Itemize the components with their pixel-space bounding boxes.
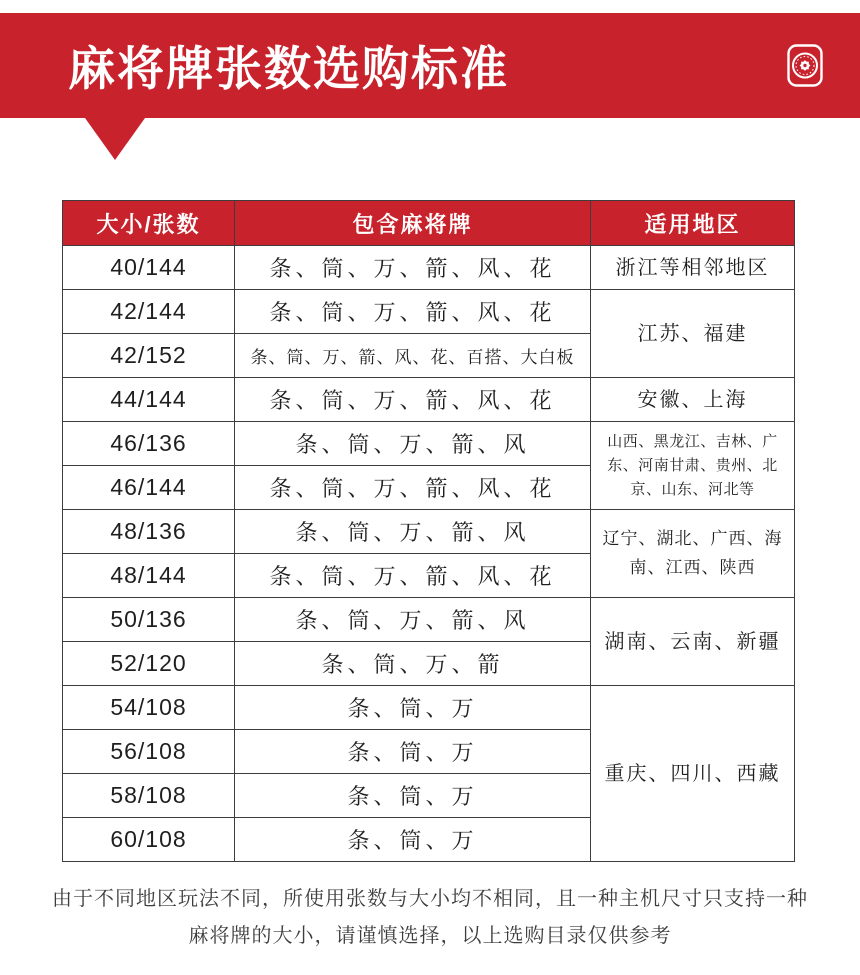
tiles-cell: 条、筒、万、箭、风、花: [235, 378, 591, 422]
size-cell: 42/144: [63, 290, 235, 334]
size-cell: 52/120: [63, 642, 235, 686]
size-cell: 44/144: [63, 378, 235, 422]
table-row: [63, 246, 795, 290]
size-cell: 46/136: [63, 422, 235, 466]
size-cell: 48/144: [63, 554, 235, 598]
tiles-cell: 条、筒、万、箭、风、花: [235, 290, 591, 334]
size-cell: 48/136: [63, 510, 235, 554]
table-row: [63, 598, 795, 642]
size-cell: 58/108: [63, 774, 235, 818]
size-cell: 46/144: [63, 466, 235, 510]
tiles-cell: 条、筒、万、箭、风: [235, 598, 591, 642]
tiles-cell: 条、筒、万、箭、风、花: [235, 466, 591, 510]
standards-table: [62, 200, 795, 862]
tiles-cell: 条、筒、万: [235, 686, 591, 730]
table-row: [63, 290, 795, 334]
col-header-region: 适用地区: [591, 201, 795, 246]
table-row: [63, 378, 795, 422]
size-cell: 56/108: [63, 730, 235, 774]
footer-line-2: 麻将牌的大小，请谨慎选择，以上选购目录仅供参考: [188, 925, 672, 947]
size-cell: 40/144: [63, 246, 235, 290]
table-row: [63, 510, 795, 554]
region-cell: 湖南、云南、新疆: [591, 598, 795, 686]
header-banner: [0, 13, 860, 118]
tiles-cell: 条、筒、万: [235, 818, 591, 862]
size-cell: 54/108: [63, 686, 235, 730]
table-row: [63, 422, 795, 466]
table-row: [63, 686, 795, 730]
tiles-cell: 条、筒、万、箭、风: [235, 422, 591, 466]
banner-pointer-triangle: [85, 118, 145, 160]
tiles-cell: 条、筒、万: [235, 774, 591, 818]
col-header-tiles: 包含麻将牌: [235, 201, 591, 246]
tiles-cell: 条、筒、万、箭、风: [235, 510, 591, 554]
region-cell: 重庆、四川、西藏: [591, 686, 795, 862]
tiles-cell: 条、筒、万、箭、风、花: [235, 554, 591, 598]
footer-line-1: 由于不同地区玩法不同，所使用张数与大小均不相同，且一种主机尺寸只支持一种: [52, 888, 808, 910]
col-header-size: 大小/张数: [63, 201, 235, 246]
tiles-cell: 条、筒、万、箭、风、花: [235, 246, 591, 290]
region-cell: 山西、黑龙江、吉林、广东、河南甘肃、贵州、北京、山东、河北等: [591, 422, 795, 510]
page-title: 麻将牌张数选购标准: [68, 42, 509, 95]
footer-note: [0, 881, 860, 955]
size-cell: 50/136: [63, 598, 235, 642]
region-cell: 辽宁、湖北、广西、海南、江西、陕西: [591, 510, 795, 598]
region-cell: 浙江等相邻地区: [591, 246, 795, 290]
region-cell: 江苏、福建: [591, 290, 795, 378]
size-cell: 60/108: [63, 818, 235, 862]
size-cell: 42/152: [63, 334, 235, 378]
tiles-cell: 条、筒、万: [235, 730, 591, 774]
mahjong-tile-icon: [787, 44, 823, 87]
tiles-cell: 条、筒、万、箭、风、花、百搭、大白板: [235, 334, 591, 378]
table-header-row: [63, 201, 795, 246]
tiles-cell: 条、筒、万、箭: [235, 642, 591, 686]
region-cell: 安徽、上海: [591, 378, 795, 422]
